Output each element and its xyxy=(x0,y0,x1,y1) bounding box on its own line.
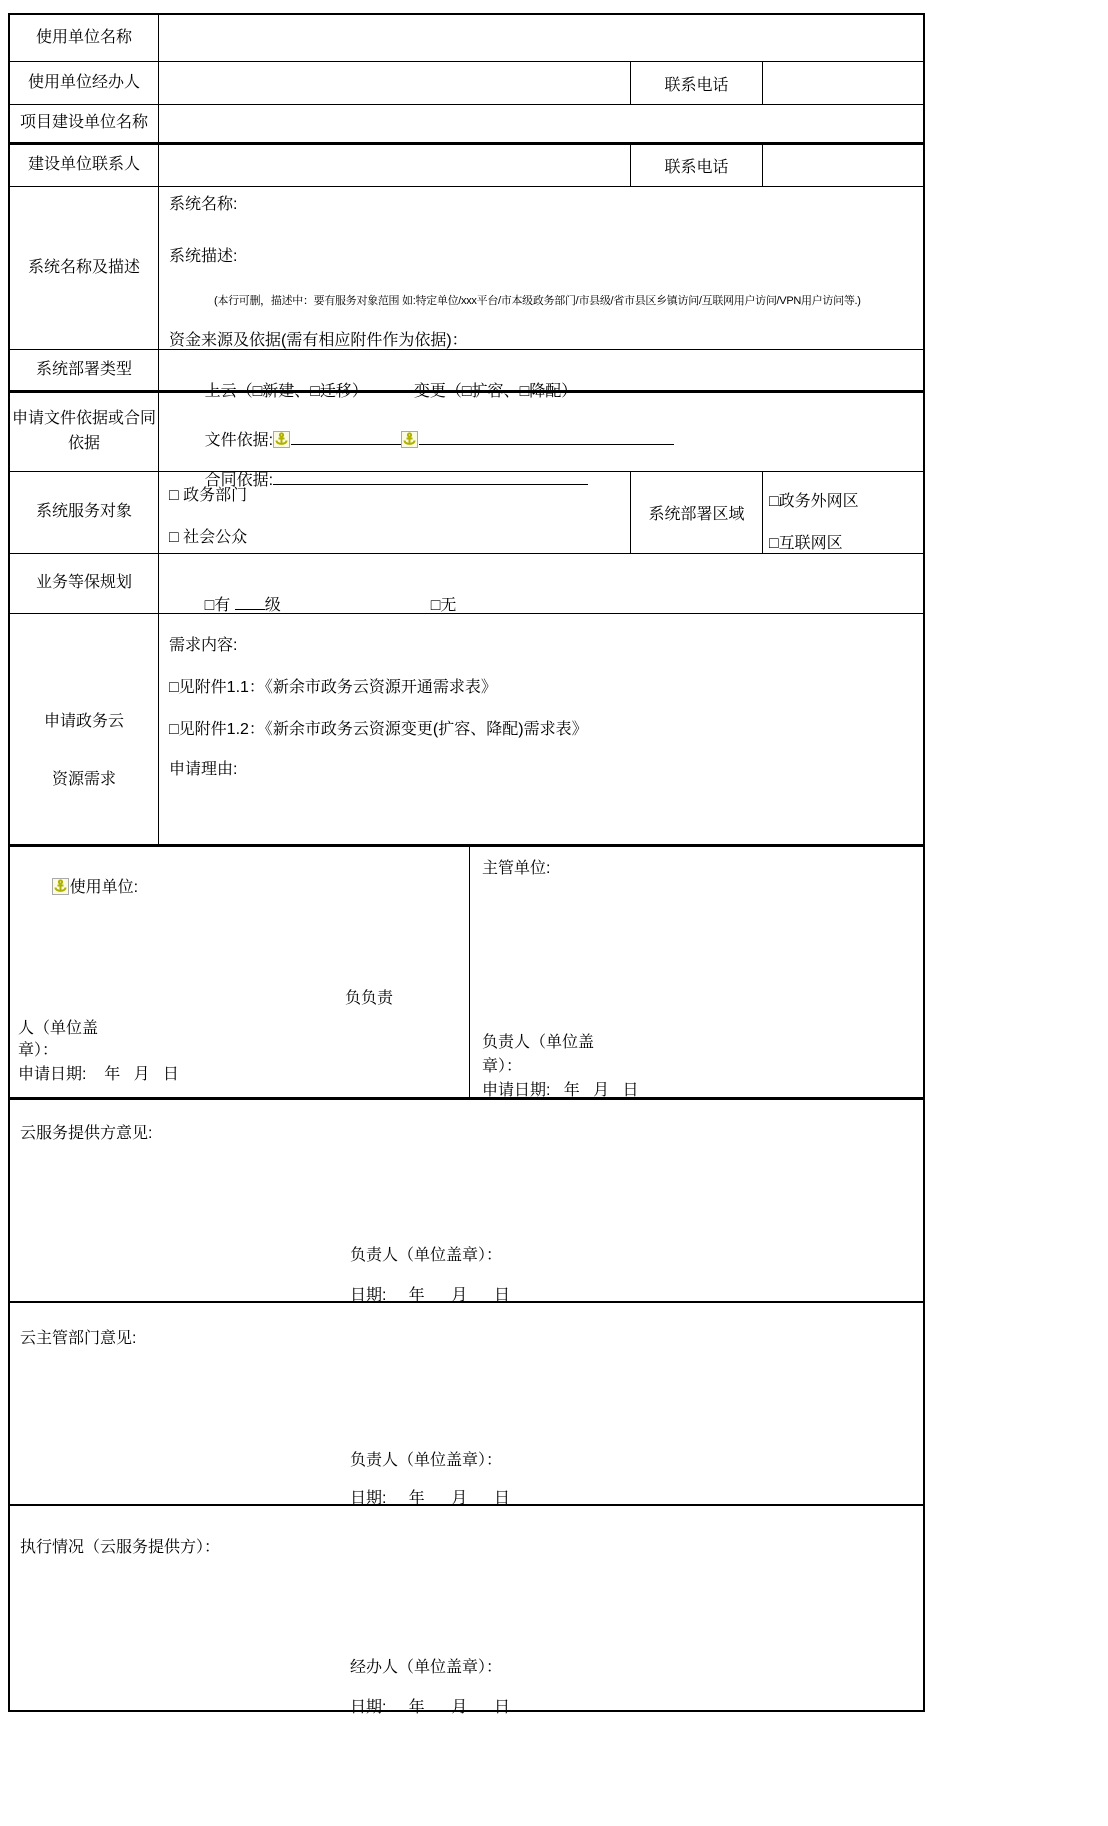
deploy-option-change[interactable]: 变更（□扩容、□降配） xyxy=(413,383,578,401)
service-option-government[interactable]: □ 政务部门 xyxy=(169,487,248,504)
application-form-table xyxy=(8,13,925,1716)
deploy-zone-label: 系统部署区域 xyxy=(631,472,763,553)
anchor-icon xyxy=(52,878,69,900)
dept-signer-label: 负责人（单位盖章）： xyxy=(350,1452,503,1469)
funding-source-line: 资金来源及依据(需有相应附件作为依据)： xyxy=(169,332,468,349)
row-provider-opinion xyxy=(10,1100,923,1303)
security-level-blank[interactable] xyxy=(235,594,265,610)
row-using-unit-agent xyxy=(10,62,923,105)
zone-option-internet[interactable]: □互联网区 xyxy=(769,535,843,552)
service-target-label: 系统服务对象 xyxy=(10,472,159,553)
demand-title: 需求内容: xyxy=(169,637,238,654)
cloud-request-label-line2: 资源需求 xyxy=(51,771,116,788)
cloud-request-cell[interactable] xyxy=(159,614,923,844)
system-name-line: 系统名称: xyxy=(169,196,238,213)
security-option-none[interactable]: □无 xyxy=(430,597,457,615)
attachment-option-2[interactable]: □见附件1.2：《新余市政务云资源变更(扩容、降配)需求表》 xyxy=(169,721,588,738)
dept-opinion-cell[interactable] xyxy=(10,1303,923,1507)
row-execution-status xyxy=(10,1506,923,1716)
security-plan-cell xyxy=(159,554,923,613)
provider-opinion-cell[interactable] xyxy=(10,1100,923,1304)
file-basis-blank-2[interactable] xyxy=(419,429,674,445)
row-builder-contact xyxy=(10,145,923,187)
provider-signer-label: 负责人（单位盖章）： xyxy=(350,1247,503,1264)
service-option-public[interactable]: □ 社会公众 xyxy=(169,529,248,546)
user-unit-signature-cell[interactable] xyxy=(10,847,470,1097)
supervisor-unit-signature-cell[interactable] xyxy=(470,847,923,1097)
project-unit-name-label: 项目建设单位名称 xyxy=(10,105,159,142)
using-unit-name-input-cell[interactable] xyxy=(159,15,923,61)
supervisor-unit-title: 主管单位: xyxy=(482,860,551,877)
dept-date-line: 日期: 年 月 日 xyxy=(350,1490,511,1507)
file-basis-label: 文件依据: xyxy=(204,432,274,450)
supervisor-apply-date: 申请日期: 年 月 日 xyxy=(482,1082,639,1099)
builder-phone-input-cell[interactable] xyxy=(763,145,923,186)
execution-signer-label: 经办人（单位盖章）： xyxy=(350,1659,503,1676)
attachment-option-1[interactable]: □见附件1.1：《新余市政务云资源开通需求表》 xyxy=(169,679,497,696)
row-application-basis xyxy=(10,393,923,490)
supervisor-signer-wrap-2: 章）： xyxy=(482,1058,523,1075)
execution-title: 执行情况（云服务提供方）： xyxy=(20,1539,221,1556)
execution-date-line: 日期: 年 月 日 xyxy=(350,1699,511,1716)
row-deploy-type xyxy=(10,350,923,401)
application-basis-cell xyxy=(159,393,923,490)
security-plan-label: 业务等保规划 xyxy=(10,554,159,613)
using-unit-name-label: 使用单位名称 xyxy=(10,15,159,61)
zone-option-extranet[interactable]: □政务外网区 xyxy=(769,493,859,510)
execution-status-cell[interactable] xyxy=(10,1506,923,1716)
row-unit-signatures xyxy=(10,847,923,1100)
project-unit-name-input-cell[interactable] xyxy=(159,105,923,142)
deploy-type-label: 系统部署类型 xyxy=(10,350,159,390)
dept-opinion-title: 云主管部门意见: xyxy=(20,1330,137,1347)
row-dept-opinion xyxy=(10,1303,923,1506)
user-unit-title: 使用单位: xyxy=(69,879,139,897)
builder-phone-label: 联系电话 xyxy=(631,145,763,186)
row-cloud-resource-request xyxy=(10,614,923,847)
file-basis-blank-1[interactable] xyxy=(291,429,401,445)
user-unit-signer-wrap-3: 章）： xyxy=(18,1042,59,1059)
contract-basis-label: 合同依据: xyxy=(204,472,274,490)
row-using-unit-name xyxy=(10,15,923,62)
system-desc-note: (本行可删，描述中：要有服务对象范围 如:特定单位/xxx平台/市本级政务部门/市县级/省市县区乡镇访问/互联网用户访问/VPN用户访问等.) xyxy=(214,295,861,307)
supervisor-signer-wrap-1: 负责人（单位盖 xyxy=(482,1034,595,1051)
agent-phone-label: 联系电话 xyxy=(631,62,763,104)
security-level-suffix: 级 xyxy=(264,597,281,615)
deploy-zone-cell xyxy=(763,472,923,553)
system-description-label: 系统名称及描述 xyxy=(10,187,159,349)
service-target-cell xyxy=(159,472,631,553)
system-desc-line: 系统描述: xyxy=(169,248,238,265)
using-unit-agent-label: 使用单位经办人 xyxy=(10,62,159,104)
row-system-description xyxy=(10,187,923,350)
row-service-target xyxy=(10,472,923,554)
user-unit-apply-date: 申请日期: 年 月 日 xyxy=(18,1066,179,1083)
deploy-option-cloud[interactable]: 上云（□新建、□迁移） xyxy=(204,383,368,401)
user-unit-signer-wrap-1: 负负责 xyxy=(345,990,394,1007)
provider-opinion-title: 云服务提供方意见: xyxy=(20,1125,153,1142)
cloud-request-label xyxy=(10,614,159,844)
row-project-unit-name xyxy=(10,105,923,145)
builder-contact-input-cell[interactable] xyxy=(159,145,631,186)
deploy-type-cell xyxy=(159,350,923,401)
application-basis-label: 申请文件依据或合同 依据 xyxy=(10,393,159,471)
user-unit-signer-wrap-2: 人（单位盖 xyxy=(18,1020,99,1037)
agent-phone-input-cell[interactable] xyxy=(763,62,923,104)
security-option-has[interactable]: □有 xyxy=(204,597,231,615)
system-description-cell[interactable] xyxy=(159,187,923,349)
builder-contact-label: 建设单位联系人 xyxy=(10,145,159,186)
row-security-plan xyxy=(10,554,923,614)
cloud-request-label-line1: 申请政务云 xyxy=(43,713,124,730)
provider-date-line: 日期: 年 月 日 xyxy=(350,1287,511,1304)
reason-label: 申请理由: xyxy=(169,761,238,778)
using-unit-agent-input-cell[interactable] xyxy=(159,62,631,104)
